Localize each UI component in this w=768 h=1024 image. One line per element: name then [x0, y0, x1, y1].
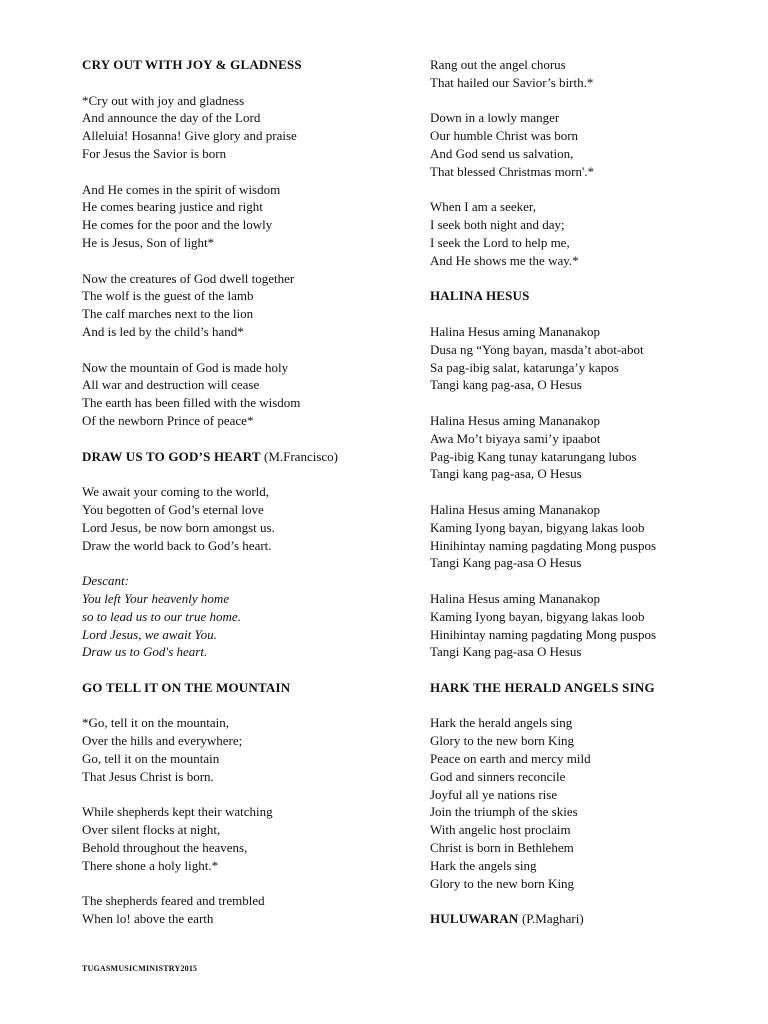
lyric-line: Sa pag-ibig salat, katarunga’y kapos [430, 359, 619, 375]
lyric-line: And He shows me the way.* [430, 252, 579, 268]
lyric-line: The shepherds feared and trembled [82, 893, 265, 909]
verse [430, 412, 750, 483]
lyric-line: The earth has been filled with the wisdom [82, 395, 301, 411]
lyric-line: Go, tell it on the mountain [82, 751, 220, 767]
lyric-line: Tangi Kang pag-asa O Hesus [430, 644, 582, 660]
lyric-line: And He comes in the spirit of wisdom [82, 181, 281, 197]
lyric-line: There shone a holy light.* [82, 857, 219, 873]
lyric-line: Peace on earth and mercy mild [430, 751, 591, 767]
lyric-line: *Cry out with joy and gladness [82, 92, 245, 108]
lyric-line: When I am a seeker, [430, 199, 536, 215]
lyric-line: Tangi kang pag-asa, O Hesus [430, 377, 582, 393]
verse [430, 590, 750, 661]
lyric-line: While shepherds kept their watching [82, 804, 273, 820]
lyric-line: That blessed Christmas morn'.* [430, 163, 595, 179]
lyric-line: Pag-ibig Kang tunay katarungang lubos [430, 448, 637, 464]
song-title: HARK THE HERALD ANGELS SING [430, 679, 655, 695]
lyric-line: Join the triumph of the skies [430, 804, 578, 820]
verse [430, 714, 750, 892]
lyric-line: Christ is born in Bethlehem [430, 840, 574, 856]
lyric-line: He comes for the poor and the lowly [82, 217, 273, 233]
song-title [430, 910, 750, 928]
verse [430, 56, 750, 92]
lyric-line: Tangi Kang pag-asa O Hesus [430, 555, 582, 571]
lyric-line: Over the hills and everywhere; [82, 733, 243, 749]
lyric-line: Over silent flocks at night, [82, 822, 221, 838]
lyric-line: Now the mountain of God is made holy [82, 359, 289, 375]
lyric-line: Now the creatures of God dwell together [82, 270, 295, 286]
lyric-line: Kaming Iyong bayan, bigyang lakas loob [430, 519, 645, 535]
lyric-line: Draw the world back to God’s heart. [82, 537, 272, 553]
song-title: GO TELL IT ON THE MOUNTAIN [82, 679, 291, 695]
lyric-line: Tangi kang pag-asa, O Hesus [430, 466, 582, 482]
lyric-line: And announce the day of the Lord [82, 110, 261, 126]
lyric-line: *Go, tell it on the mountain, [82, 715, 229, 731]
lyric-line: Halina Hesus aming Mananakop [430, 323, 601, 339]
lyric-line: Hark the herald angels sing [430, 715, 573, 731]
lyric-line: Kaming Iyong bayan, bigyang lakas loob [430, 608, 645, 624]
lyric-line: Rang out the angel chorus [430, 57, 566, 72]
song-title: CRY OUT WITH JOY & GLADNESS [82, 57, 302, 72]
lyric-line: And God send us salvation, [430, 145, 574, 161]
song-title-text: HULUWARAN [430, 911, 519, 927]
lyric-line: All war and destruction will cease [82, 377, 260, 393]
descant [82, 572, 402, 661]
lyric-line: The calf marches next to the lion [82, 306, 254, 322]
verse [430, 323, 750, 394]
lyric-line: so to lead us to our true home. [82, 608, 241, 624]
song-credit: (M.Francisco) [263, 448, 338, 464]
verse [82, 483, 402, 554]
lyric-line: And is led by the child’s hand* [82, 323, 244, 339]
verse [82, 803, 402, 874]
lyric-line: Hinihintay naming pagdating Mong puspos [430, 537, 657, 553]
descant-label: Descant: [82, 573, 129, 589]
lyric-line: Hinihintay naming pagdating Mong puspos [430, 626, 657, 642]
lyric-line: Draw us to God's heart. [82, 644, 208, 660]
lyric-line: Halina Hesus aming Mananakop [430, 590, 601, 606]
verse [430, 109, 750, 180]
lyric-line: Lord Jesus, we await You. [82, 626, 217, 642]
lyric-line: He is Jesus, Son of light* [82, 234, 215, 250]
lyric-line: You begotten of God’s eternal love [82, 501, 264, 517]
lyric-line: Down in a lowly manger [430, 110, 560, 126]
lyric-line: Awa Mo’t biyaya sami’y ipaabot [430, 430, 601, 446]
lyric-line: I seek both night and day; [430, 217, 565, 233]
lyric-line: I seek the Lord to help me, [430, 234, 570, 250]
verse [430, 198, 750, 269]
verse [82, 181, 402, 252]
footer-credit: TUGASMUSICMINISTRY2015 [82, 964, 198, 973]
verse [82, 270, 402, 341]
verse [430, 501, 750, 572]
lyric-line: Of the newborn Prince of peace* [82, 412, 254, 428]
lyric-line: That hailed our Savior’s birth.* [430, 74, 594, 90]
lyric-line: We await your coming to the world, [82, 484, 270, 500]
lyric-line: That Jesus Christ is born. [82, 768, 214, 784]
lyric-line: Our humble Christ was born [430, 128, 579, 144]
lyric-line: Behold throughout the heavens, [82, 840, 248, 856]
lyric-line: Lord Jesus, be now born amongst us. [82, 519, 275, 535]
lyric-line: You left Your heavenly home [82, 590, 230, 606]
lyric-line: When lo! above the earth [82, 911, 214, 927]
left-column [82, 56, 402, 928]
lyric-line: Joyful all ye nations rise [430, 786, 558, 802]
right-column [430, 56, 750, 928]
lyric-line: Halina Hesus aming Mananakop [430, 501, 601, 517]
verse [82, 892, 402, 928]
song-title [82, 448, 402, 466]
lyric-line: God and sinners reconcile [430, 768, 566, 784]
lyric-line: For Jesus the Savior is born [82, 145, 227, 161]
song-title: HALINA HESUS [430, 288, 530, 304]
verse [82, 92, 402, 163]
song-title-text: DRAW US TO GOD’S HEART [82, 448, 261, 464]
lyric-line: Alleluia! Hosanna! Give glory and praise [82, 128, 297, 144]
lyric-line: The wolf is the guest of the lamb [82, 288, 254, 304]
lyric-line: Halina Hesus aming Mananakop [430, 412, 601, 428]
lyric-line: Hark the angels sing [430, 857, 537, 873]
verse [82, 359, 402, 430]
lyric-line: Dusa ng “Yong bayan, masda’t abot-abot [430, 341, 644, 357]
lyric-line: Glory to the new born King [430, 875, 575, 891]
verse [82, 714, 402, 785]
lyric-line: He comes bearing justice and right [82, 199, 263, 215]
lyric-line: With angelic host proclaim [430, 822, 571, 838]
lyric-line: Glory to the new born King [430, 733, 575, 749]
song-credit: (P.Maghari) [521, 911, 584, 927]
